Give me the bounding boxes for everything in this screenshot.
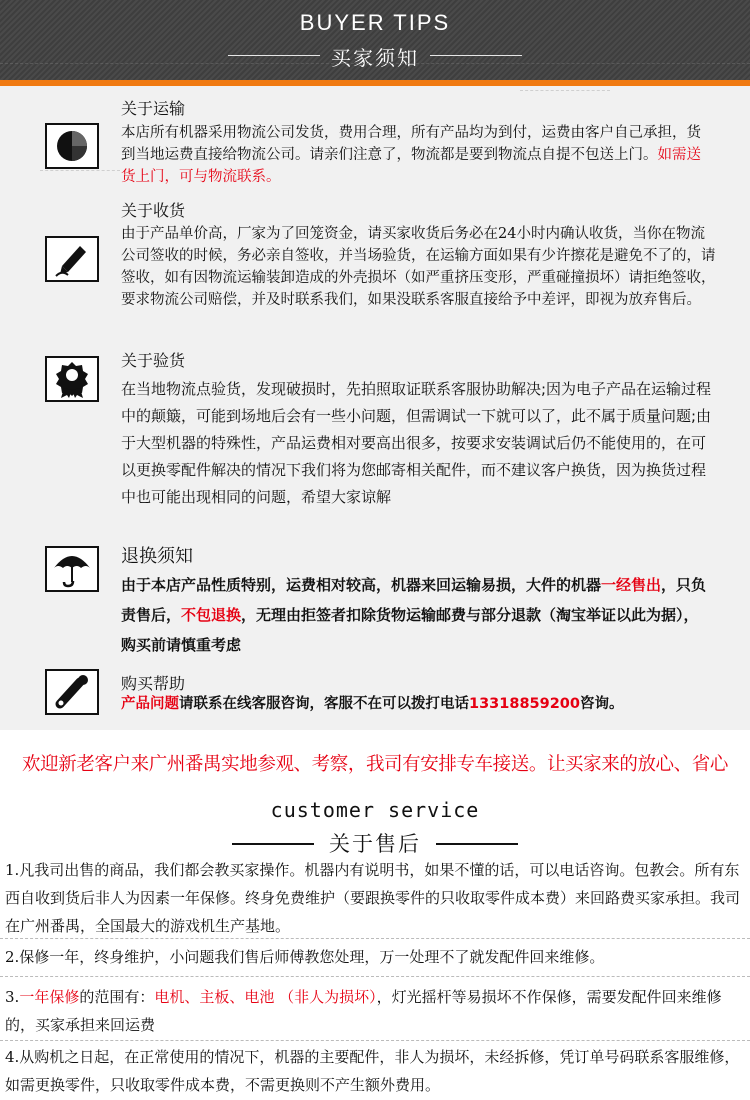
tip-highlight: 不包退换 — [181, 606, 242, 624]
tip-body: 产品问题请联系在线客服咨询，客服不在可以拨打电话13318859200咨询。 — [121, 696, 624, 712]
tip-title: 退换须知 — [121, 546, 193, 567]
tip-highlight: 产品问题 — [121, 696, 179, 712]
divider — [0, 1040, 750, 1041]
tip-body: 由于产品单价高，厂家为了回笼资金，请买家收货后务必在24小时内确认收货，当你在物流公司签收的时候，务必亲自签收，并当场验货，在运输方面如果有少许擦花是避免不了的，请签收，如有因物流运输装卸造成的外壳损坏（如严重挤压变形，严重碰撞损坏）请拒绝签收，要求物流公司赔偿，并及时联系我们，如果没联系客服直接给予中差评，即视为放弃售后。 — [121, 226, 716, 308]
tool-wrench-icon — [45, 669, 99, 715]
customer-service-subtitle: 关于售后 — [329, 832, 421, 856]
tip-title: 购买帮助 — [121, 674, 186, 693]
service-item-3: 3.一年保修的范围有：电机、主板、电池 （非人为损坏），灯光摇杆等易损坏不作保修，需要发配件回来维修的，买家承担来回运费 — [5, 988, 722, 1034]
service-item-1: 1.凡我司出售的商品，我们都会教买家操作。机器内有说明书，如果不懂的话，可以电话咨询。包教会。所有东西自收到货后非人为因素一年保修。终身免费维护（要跟换零件的只收取零件成本费）来回路费买家承担。我司在广州番禺，全国最大的游戏机生产基地。 — [5, 861, 741, 935]
phone-number: 13318859200 — [469, 696, 580, 712]
header-title: BUYER TIPS — [299, 10, 451, 35]
welcome-message: 欢迎新老客户来广州番禺实地参观、考察，我司有安排专车接送。让买家来的放心、省心 — [22, 754, 728, 775]
divider — [0, 976, 750, 977]
umbrella-icon — [45, 546, 99, 592]
service-highlight: 电机、主板、电池 （非人为损坏） — [154, 988, 377, 1006]
customer-service-title: customer service — [270, 798, 480, 822]
header-banner — [0, 0, 750, 80]
pie-chart-icon — [45, 123, 99, 169]
tips-section — [0, 86, 750, 730]
tip-highlight: 如需送货上门，可与物流联系。 — [121, 147, 701, 185]
tip-highlight: 一经售出 — [601, 576, 662, 594]
tip-body: 在当地物流点验货，发现破损时，先拍照取证联系客服协助解决;因为电子产品在运输过程中的颠簸，可能到场地后会有一些小问题，但需调试一下就可以了，此不属于质量问题;由于大型机器的特殊性，产品运费相对要高出很多，按要求安装调试后仍不能使用的，在可以更换零配件解决的情况下我们将为您邮寄相关配件，而不建议客户换货，因为换货过程中也可能出现相同的问题，希望大家谅解 — [121, 380, 712, 506]
tip-body: 本店所有机器采用物流公司发货，费用合理，所有产品均为到付，运费由客户自己承担，货到当地运费直接给物流公司。请亲们注意了，物流都是要到物流点自提不包送上门。如需送货上门，可与物流联系。 — [121, 125, 701, 185]
divider — [520, 90, 610, 91]
cs-right-line — [436, 843, 518, 845]
tip-title: 关于验货 — [121, 351, 186, 370]
marker-pen-icon — [45, 236, 99, 282]
service-highlight: 一年保修 — [19, 988, 80, 1006]
header-divider — [0, 63, 750, 64]
divider — [40, 170, 120, 171]
header-subtitle: 买家须知 — [331, 46, 419, 70]
tip-body: 由于本店产品性质特别，运费相对较高，机器来回运输易损，大件的机器一经售出，只负责售后，不包退换，无理由拒签者扣除货物运输邮费与部分退款（淘宝举证以此为据），购买前请慎重考虑 — [121, 576, 707, 654]
tip-title: 关于收货 — [121, 201, 186, 220]
tip-title: 关于运输 — [121, 99, 186, 118]
divider — [0, 938, 750, 939]
service-item-4: 4.从购机之日起，在正常使用的情况下，机器的主要配件，非人为损坏，未经拆修，凭订单号码联系客服维修，如需更换零件，只收取零件成本费，不需更换则不产生额外费用。 — [5, 1048, 740, 1094]
service-item-2: 2.保修一年，终身维护，小问题我们售后师傅教您处理，万一处理不了就发配件回来维修。 — [5, 948, 605, 966]
award-ribbon-icon — [45, 356, 99, 402]
header-right-line — [430, 55, 522, 56]
